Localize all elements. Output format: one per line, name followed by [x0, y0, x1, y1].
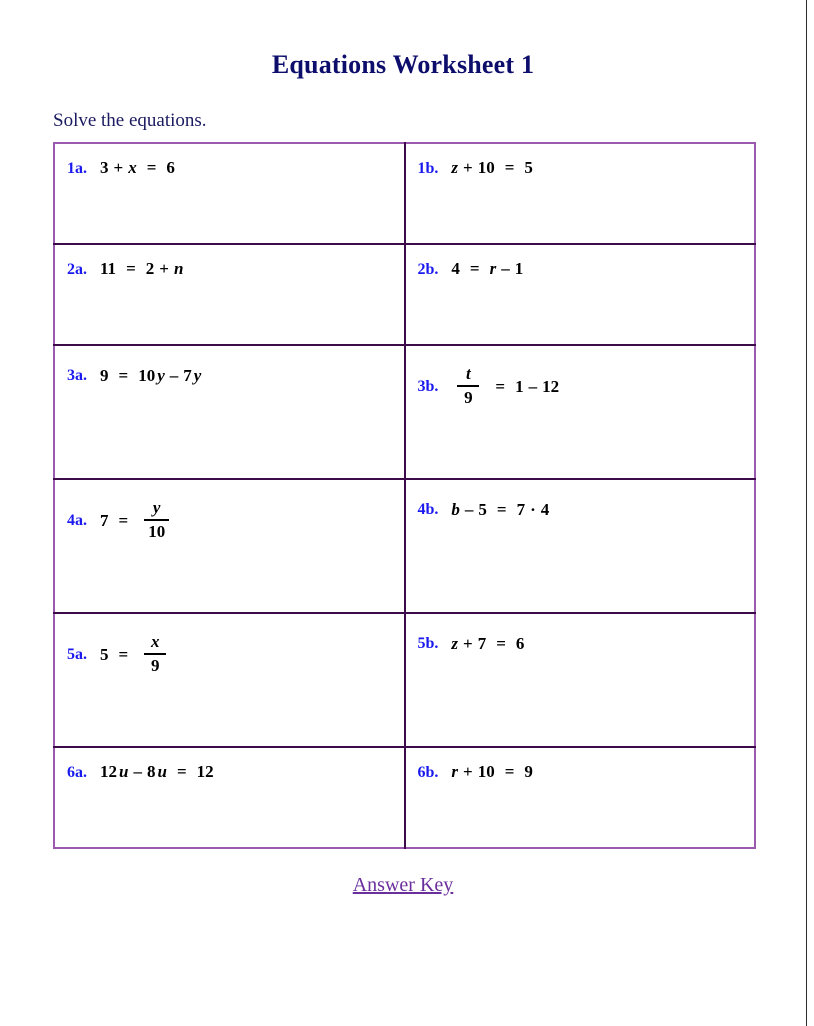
problem-number-4a: 4a. [67, 511, 87, 529]
table-row [54, 244, 755, 345]
term: 3 [100, 158, 109, 177]
variable: y [157, 366, 165, 385]
problem-number-2b: 2b. [417, 261, 439, 278]
equals-sign: = [126, 259, 136, 278]
page-title: Equations Worksheet 1 [271, 50, 535, 79]
variable: u [157, 762, 167, 781]
term: 7 [516, 500, 526, 519]
operator: – [169, 366, 179, 385]
problem-number-3b: 3b. [417, 377, 439, 395]
equals-sign: = [504, 762, 515, 781]
operator: – [464, 500, 474, 519]
fraction [457, 365, 479, 407]
equation-5b [450, 634, 525, 654]
term: 6 [515, 634, 525, 653]
fraction-numerator: t [466, 364, 471, 383]
term: 2 [145, 259, 155, 278]
problem-cell-4a[interactable] [54, 479, 405, 613]
variable: z [451, 158, 459, 177]
equals-sign: = [176, 762, 187, 781]
problem-cell-1b[interactable] [405, 143, 756, 244]
equation-6a [99, 762, 215, 782]
equals-sign: = [495, 376, 506, 396]
equals-sign: = [146, 158, 157, 177]
term: 6 [166, 158, 175, 177]
table-row [54, 345, 755, 479]
variable: r [451, 762, 459, 781]
term: 12 [542, 376, 560, 396]
problem-cell-1a[interactable] [54, 143, 405, 244]
answer-key-container [0, 874, 806, 897]
problem-cell-3a[interactable] [54, 345, 405, 479]
equation-2a [99, 259, 184, 279]
problem-cell-3b[interactable] [405, 345, 756, 479]
problem-number-1b: 1b. [417, 160, 439, 177]
problem-number-1a: 1a. [67, 160, 87, 177]
problem-cell-4b[interactable] [405, 479, 756, 613]
problem-number-6a: 6a. [67, 764, 87, 781]
table-row [54, 479, 755, 613]
operator: + [463, 634, 473, 653]
equals-sign: = [504, 158, 515, 177]
table-row [54, 143, 755, 244]
operator: + [113, 158, 124, 177]
equation-1a [99, 158, 176, 178]
term: 4 [451, 259, 460, 278]
equals-sign: = [118, 644, 129, 664]
term: 10 [477, 158, 495, 177]
equals-sign: = [469, 259, 480, 278]
equals-sign: = [496, 500, 507, 519]
page-right-edge-rule [806, 0, 807, 1026]
problem-cell-5a[interactable] [54, 613, 405, 747]
term: 11 [100, 259, 117, 278]
coefficient: 7 [183, 366, 192, 385]
variable: n [173, 259, 184, 278]
problem-cell-5b[interactable] [405, 613, 756, 747]
term: 5 [478, 500, 487, 519]
term: 4 [540, 500, 550, 519]
problem-cell-6b[interactable] [405, 747, 756, 848]
problem-cell-6a[interactable] [54, 747, 405, 848]
operator: + [159, 259, 169, 278]
equals-sign: = [118, 366, 129, 385]
term: 1 [515, 376, 524, 396]
fraction-bar [144, 653, 166, 655]
fraction [144, 633, 166, 675]
fraction-denominator: 9 [150, 655, 160, 675]
problem-cell-2a[interactable] [54, 244, 405, 345]
term: 1 [514, 259, 524, 278]
term: 9 [524, 762, 533, 781]
fraction-numerator: x [150, 632, 160, 651]
operator: + [463, 762, 473, 781]
equals-sign: = [496, 634, 506, 653]
variable: r [489, 259, 497, 278]
problem-cell-2b[interactable] [405, 244, 756, 345]
equation-3a [99, 366, 202, 386]
term: 5 [100, 644, 109, 664]
term: 5 [524, 158, 533, 177]
equation-5a [99, 634, 173, 676]
problem-number-5a: 5a. [67, 645, 87, 663]
problems-table [53, 142, 756, 849]
problem-number-6b: 6b. [417, 764, 439, 781]
equation-3b [450, 366, 560, 408]
variable: b [451, 500, 460, 519]
equation-6b [450, 762, 534, 782]
fraction-bar [144, 519, 169, 521]
equation-4a [99, 500, 176, 542]
variable: y [193, 366, 202, 385]
variable: u [119, 762, 129, 781]
variable: x [128, 158, 137, 177]
variable: z [451, 634, 459, 653]
operator: + [463, 158, 473, 177]
problem-number-4b: 4b. [417, 501, 439, 518]
equation-4b [450, 500, 550, 520]
answer-key-link[interactable]: Answer Key [352, 874, 454, 896]
coefficient: 12 [100, 762, 117, 781]
problem-number-5b: 5b. [417, 635, 439, 652]
table-row [54, 747, 755, 848]
operator: – [528, 376, 538, 396]
term: 7 [477, 634, 487, 653]
term: 10 [477, 762, 495, 781]
fraction-denominator: 10 [148, 521, 166, 541]
fraction-bar [457, 385, 479, 387]
coefficient: 10 [138, 366, 156, 385]
equation-1b [450, 158, 534, 178]
equation-2b [450, 259, 524, 279]
table-row [54, 613, 755, 747]
problem-number-2a: 2a. [67, 261, 87, 278]
operator: – [133, 762, 142, 781]
instruction-text: Solve the equations. [53, 110, 207, 131]
term: 7 [100, 510, 109, 530]
term: 12 [196, 762, 214, 781]
fraction-numerator: y [152, 498, 161, 517]
multiplication-dot: · [530, 500, 536, 519]
operator: – [501, 259, 510, 278]
problem-number-3a: 3a. [67, 367, 87, 384]
fraction [144, 499, 169, 541]
fraction-denominator: 9 [464, 387, 473, 407]
equals-sign: = [118, 510, 129, 530]
coefficient: 8 [146, 762, 156, 781]
term: 9 [100, 366, 109, 385]
